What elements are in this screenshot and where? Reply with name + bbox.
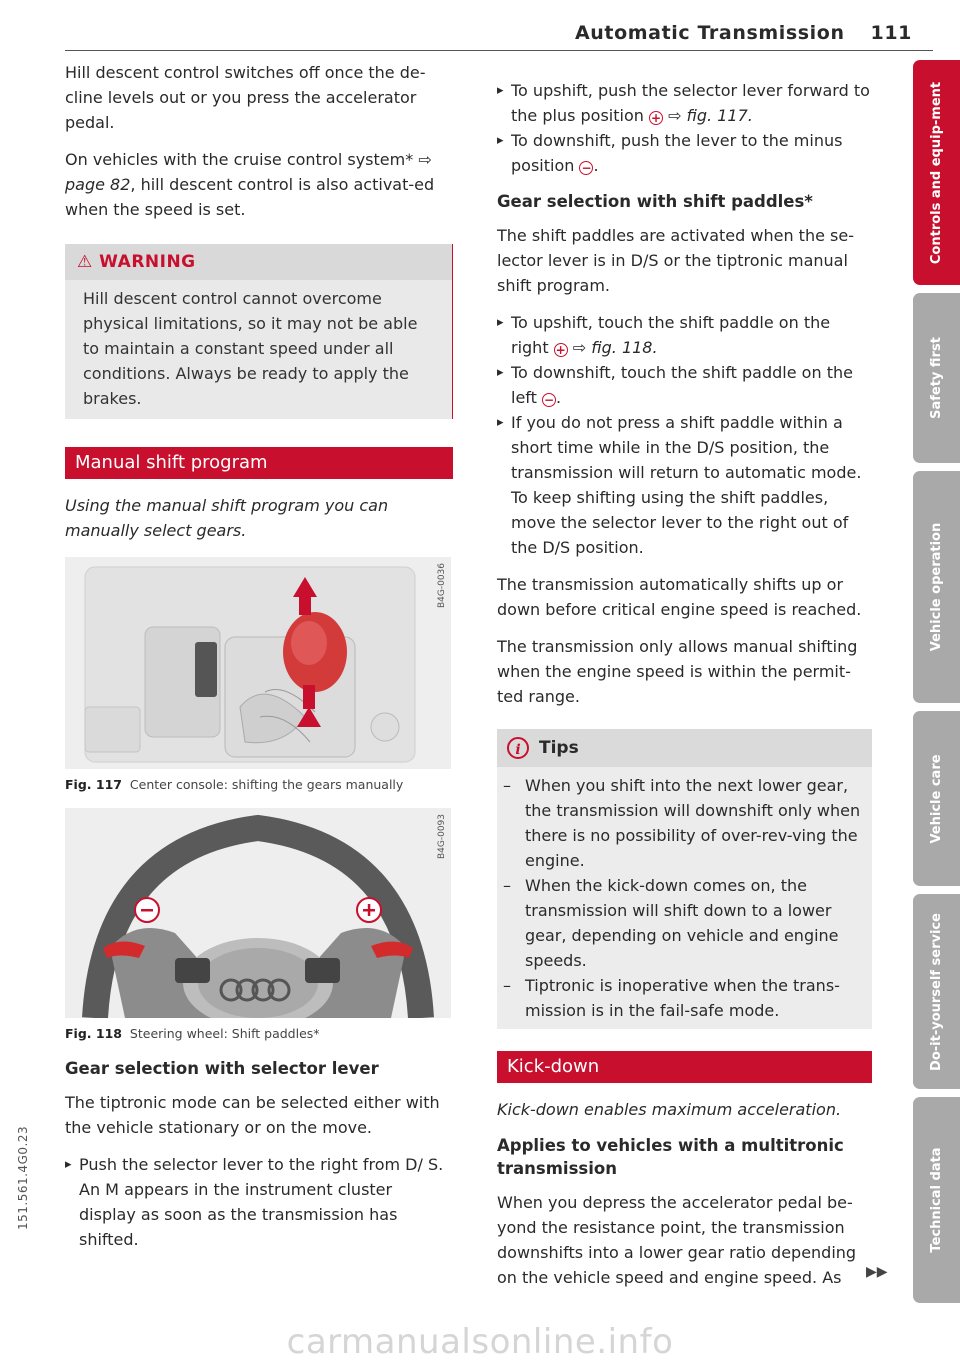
steering-wheel-illustration	[65, 808, 451, 1018]
tips-header	[497, 729, 872, 767]
tab-do-it-yourself-service[interactable]: Do-it-yourself service	[913, 894, 960, 1089]
watermark: carmanualsonline.info	[286, 1322, 674, 1362]
page-header	[575, 22, 940, 44]
manual-intro: Using the manual shift program you can manually select gears.	[65, 496, 389, 540]
fig-118-ref-link[interactable]: ⇨ fig. 118.	[572, 338, 658, 357]
figure-118-caption: Fig. 118 Steering wheel: Shift paddles*	[65, 1026, 320, 1041]
list-item: ▸ To upshift, touch the shift paddle on the right + ⇨ fig. 118.	[497, 310, 872, 360]
list-item: – Tiptronic is inoperative when the trans-mission is in the fail-safe mode.	[497, 973, 866, 1023]
figure-118	[65, 808, 451, 1018]
warning-title: WARNING	[99, 252, 196, 272]
paddle-steps	[497, 310, 872, 560]
plus-position-icon: +	[650, 111, 661, 125]
list-item: ▸ To upshift, push the selector lever forward to the plus position + ⇨ fig. 117.	[497, 78, 872, 128]
cruise-control-text: On vehicles with the cruise control system* ⇨ page 82, hill descent control is also activat-ed when the speed is set.	[65, 150, 435, 219]
center-console-illustration	[65, 557, 451, 769]
page-number: 111	[870, 22, 912, 44]
warning-header	[65, 244, 452, 280]
figure-117-caption: Fig. 117 Center console: shifting the gears manually	[65, 777, 404, 792]
tab-controls-and-equipment[interactable]: Controls and equip-ment	[913, 60, 960, 285]
warning-box	[65, 244, 453, 419]
heading-multitronic: Applies to vehicles with a multitronic transmission	[497, 1136, 844, 1178]
tips-list	[497, 767, 872, 1023]
multitronic-text: When you depress the accelerator pedal be-yond the resistance point, the transmission downshifts into a lower gear ratio depending on the vehicle speed and engine speed. As	[497, 1193, 857, 1287]
list-item: – When you shift into the next lower gear, the transmission will downshift only when there is no possibility of over-rev-ving the engine.	[497, 773, 866, 873]
section-heading-manual-shift: Manual shift program	[65, 447, 453, 479]
figure-117-code: B4G-0036	[437, 563, 447, 609]
tab-vehicle-operation[interactable]: Vehicle operation	[913, 471, 960, 703]
fig-117-ref-link[interactable]: ⇨ fig. 117.	[668, 106, 753, 125]
list-item: – When the kick-down comes on, the transmission will shift down to a lower gear, depending on vehicle and engine speeds.	[497, 873, 866, 973]
kick-down-intro: Kick-down enables maximum acceleration.	[497, 1100, 842, 1119]
info-icon: i	[507, 737, 529, 759]
paddles-text: The shift paddles are activated when the se-lector lever is in D/S or the tiptronic manual shift program.	[497, 226, 854, 295]
warning-triangle-icon: ⚠	[77, 252, 93, 272]
minus-position-icon: −	[581, 161, 592, 175]
tab-safety-first[interactable]: Safety first	[913, 293, 960, 463]
auto-shift-text: The transmission automatically shifts up or down before critical engine speed is reached.	[497, 575, 862, 619]
tips-title: Tips	[539, 738, 579, 758]
selector-text: The tiptronic mode can be selected either with the vehicle stationary or on the move.	[65, 1093, 440, 1137]
document-code: 151.561.4G0.23	[16, 1125, 30, 1230]
section-heading-kick-down: Kick-down	[497, 1051, 872, 1083]
continue-arrow-icon: ▶▶	[866, 1264, 888, 1280]
hill-descent-off-text: Hill descent control switches off once the de-cline levels out or you press the accelerator pedal.	[65, 63, 426, 132]
minus-position-icon: −	[543, 393, 555, 407]
list-item: ▸ To downshift, touch the shift paddle on the left − .	[497, 360, 872, 410]
tab-vehicle-care[interactable]: Vehicle care	[913, 711, 960, 886]
tips-box	[497, 729, 872, 1029]
figure-117	[65, 557, 451, 769]
header-rule	[65, 50, 933, 51]
manual-range-text: The transmission only allows manual shifting when the engine speed is within the permit-ted range.	[497, 637, 858, 706]
list-item: ▸ To downshift, push the lever to the minus position − .	[497, 128, 872, 178]
page-ref-link[interactable]: ⇨ page 82	[65, 150, 432, 194]
list-item: ▸ If you do not press a shift paddle within a short time while in the D/S position, the transmission will return to automatic mode. To keep shifting using the shift paddles, move the selector lever to the right out of the D/S position.	[497, 410, 872, 560]
heading-shift-paddles: Gear selection with shift paddles*	[497, 192, 813, 211]
selector-steps	[65, 1152, 453, 1252]
header-title: Automatic Transmission	[575, 22, 845, 44]
selector-lever-steps	[497, 78, 872, 178]
list-item: ▸ Push the selector lever to the right from D/ S. An M appears in the instrument cluster display as soon as the transmission has shifted.	[65, 1152, 453, 1252]
tab-technical-data[interactable]: Technical data	[913, 1097, 960, 1303]
right-column	[497, 78, 872, 1302]
heading-selector-lever: Gear selection with selector lever	[65, 1059, 379, 1078]
warning-text: Hill descent control cannot overcome physical limitations, so it may not be able to maintain a constant speed under all conditions. Always be ready to apply the brakes.	[83, 289, 418, 408]
left-column	[65, 60, 453, 1264]
figure-118-code: B4G-0093	[437, 814, 447, 860]
plus-position-icon: +	[555, 343, 566, 357]
